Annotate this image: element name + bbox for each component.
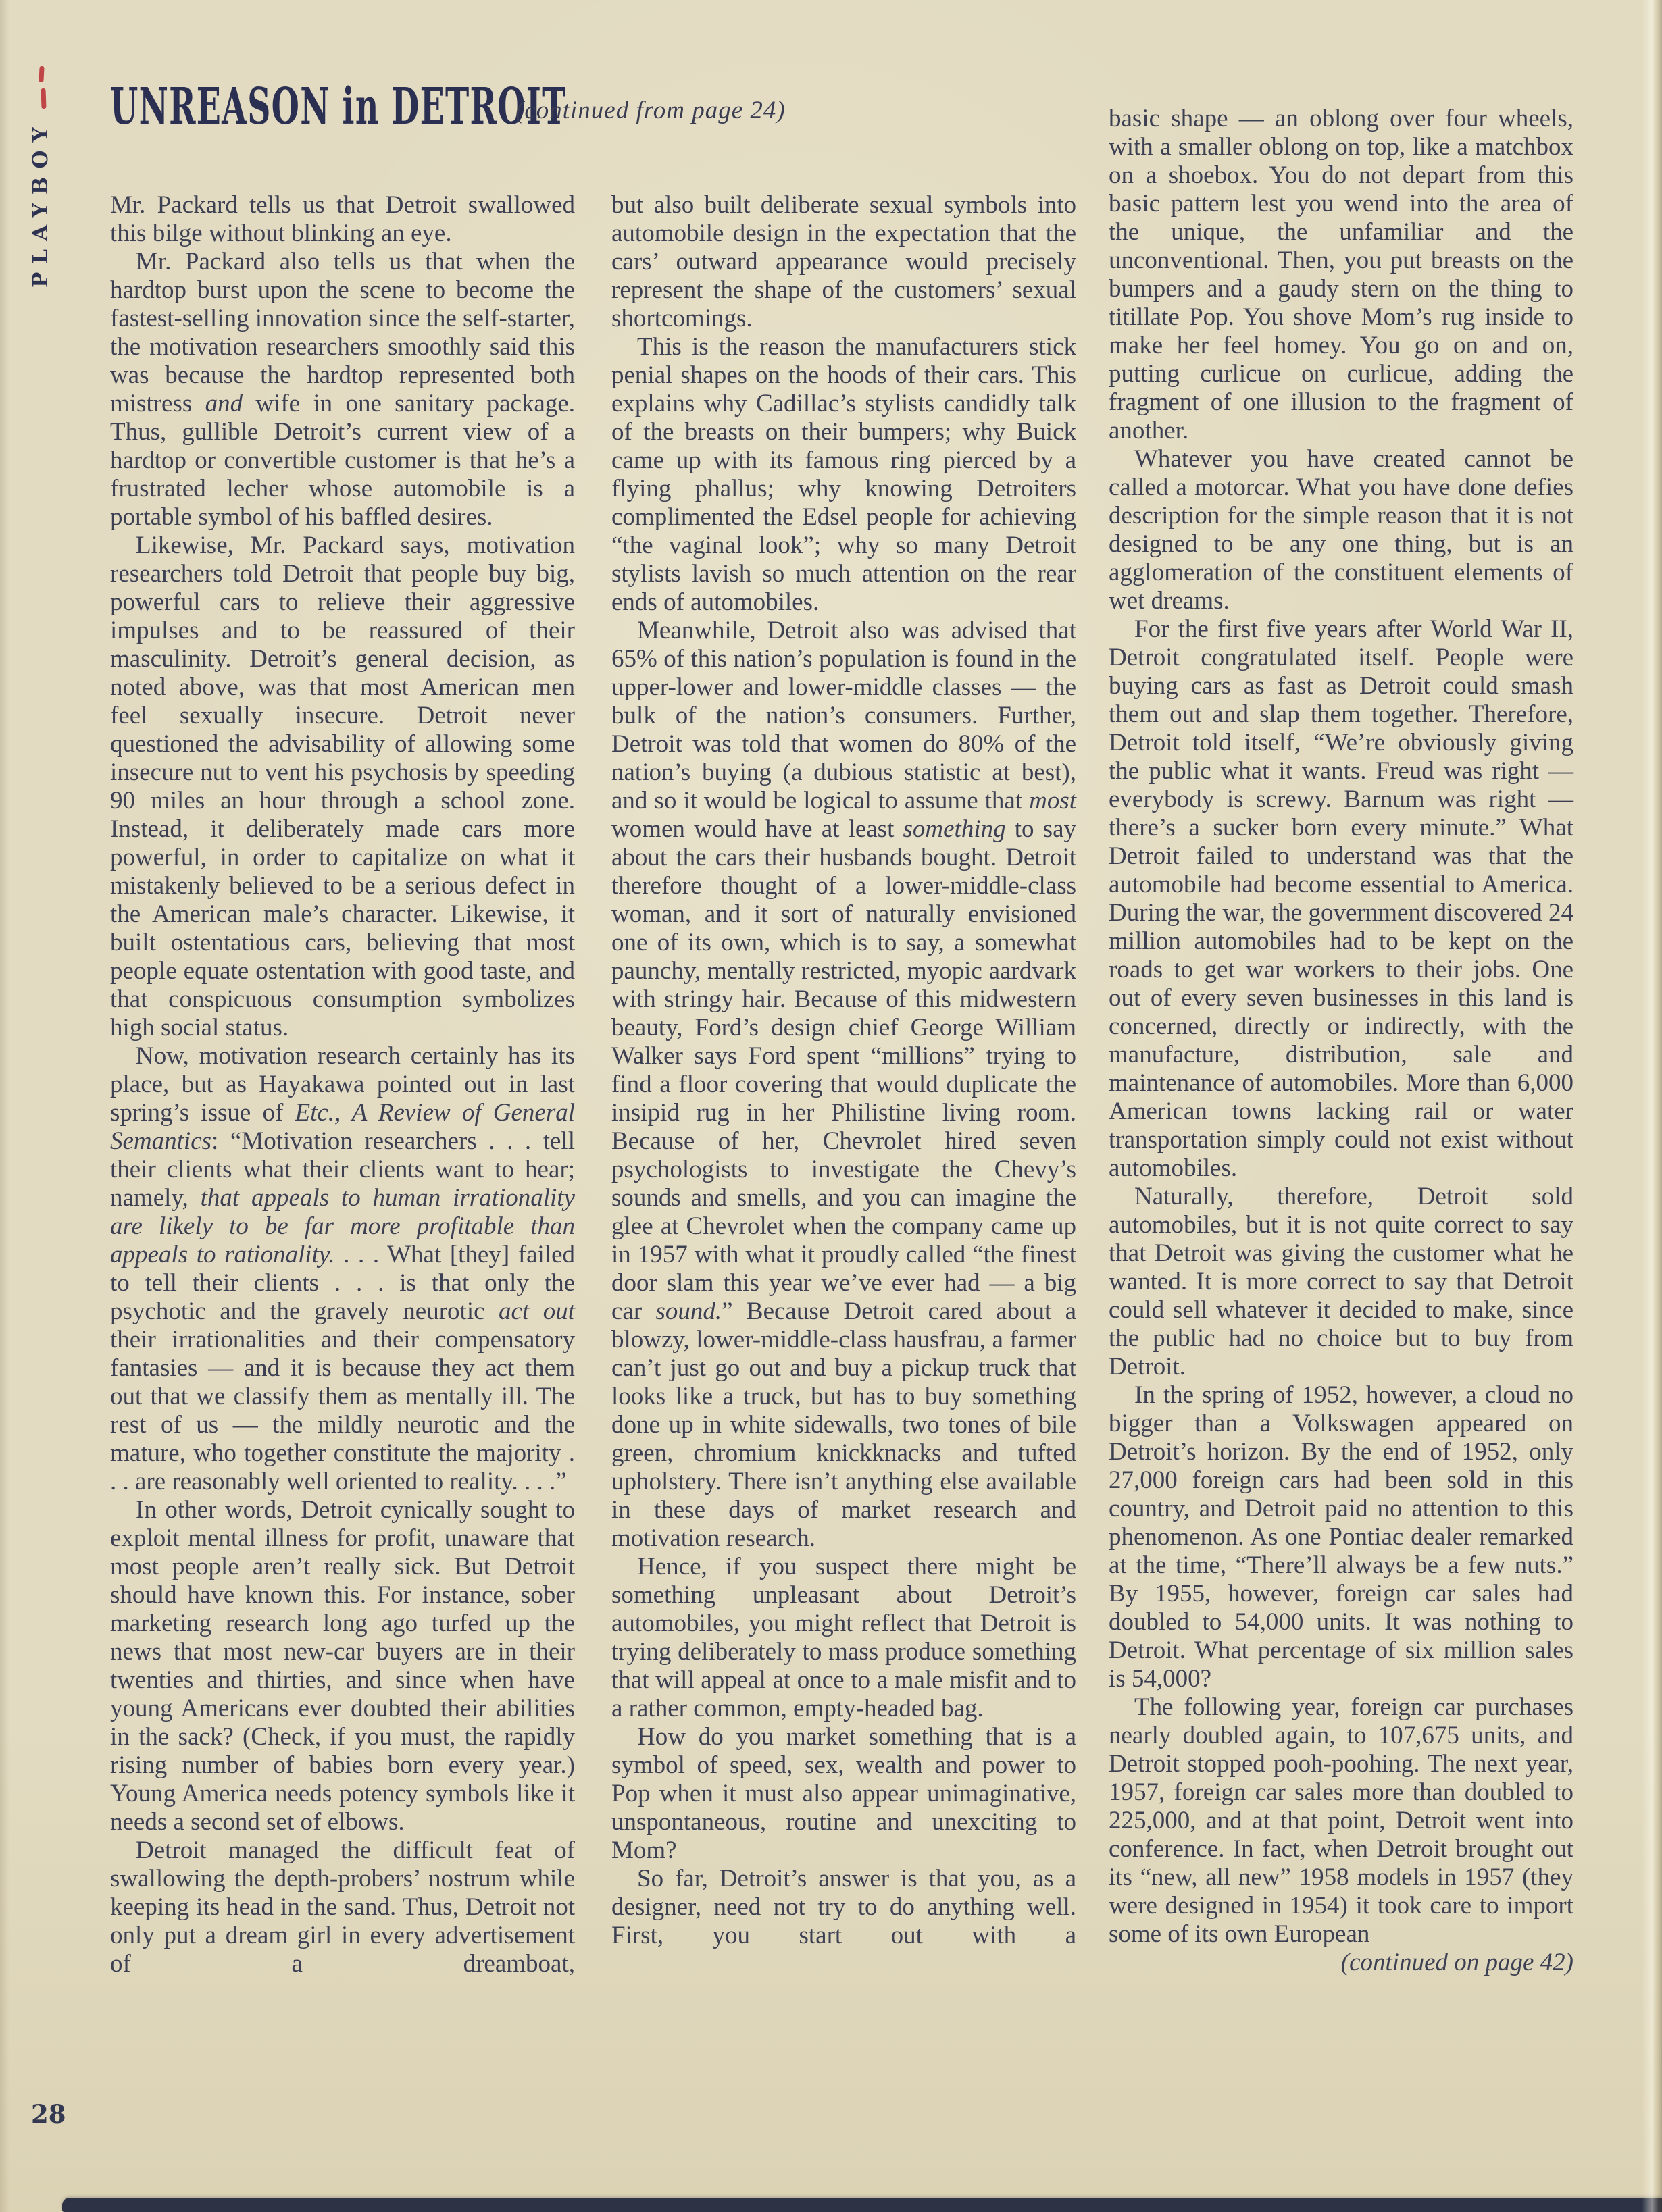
paragraph <box>611 191 1076 333</box>
continued-from-note: (continued from page 24) <box>515 97 786 124</box>
paragraph <box>611 1723 1076 1865</box>
paragraph <box>1109 1693 1573 1949</box>
paragraph <box>110 1496 575 1836</box>
body-text: In the spring of 1952, however, a cloud no bigger than a Volkswagen appeared on Detroit’s horizon. By the end of 1952, only 27,000 foreign cars had been sold in this country, and Detroit paid no attention to this phenomenon. As one Pontiac dealer remarked at the time, “There’ll always be a few nuts.” By 1955, however, foreign car sales had doubled to 54,000 units. It was nothing to Detroit. What percentage of six million sales is 54,000? <box>1109 1381 1573 1693</box>
italic-text: most <box>1029 787 1076 815</box>
paragraph <box>611 1553 1076 1723</box>
article-header <box>110 78 1090 136</box>
paragraph <box>611 617 1076 1553</box>
body-text: The following year, foreign car purchases nearly doubled again, to 107,675 units, and Detroit stopped pooh-poohing. The next year, 1957, foreign car sales more than doubled to 225,000, and at that point, Detroit went into conference. In fact, when Detroit brought out its “new, all new” 1958 models in 1957 (they were designed in 1954) it took care to import some of its own European <box>1109 1693 1573 1948</box>
body-text: Detroit managed the difficult feat of swallowing the depth-probers’ nostrum while keeping its head in the sand. Thus, Detroit not only put a dream girl in every advertisement of a dreamboat, <box>110 1836 575 1978</box>
italic-text: Etc., A Review of General Semantics <box>110 1099 576 1155</box>
body-text: Mr. Packard tells us that Detroit swallowed this bilge without blinking an eye. <box>110 191 575 247</box>
italic-text: something <box>903 815 1006 843</box>
body-text: Likewise, Mr. Packard says, motivation researchers told Detroit that people buy big, powerful cars to relieve their aggressive impulses and to be reassured of their masculinity. Detroit’s general decision, as noted above, was that most American men feel sexually insecure. Detroit never questioned the advisability of allowing some insecure nut to vent his psychosis by speeding 90 miles an hour through a school zone. Instead, it deliberately made cars more powerful, in order to capitalize on what it mistakenly believed to be a serious defect in the American male’s character. Likewise, it built ostentatious cars, believing that most people equate ostentation with good taste, and that conspicuous consumption symbolizes high social status. <box>110 532 575 1041</box>
body-text: In other words, Detroit cynically sought to exploit mental illness for profit, unaware that most people aren’t really sick. But Detroit should have known this. For instance, sober marketing research long ago turfed up the news that most new-car buyers are in their twenties and thirties, and since when have young Americans ever doubted their abilities in the sack? (Check, if you must, the rapidly rising number of babies born every year.) Young America needs potency symbols like it needs a second set of elbows. <box>110 1496 575 1836</box>
paragraph <box>1109 1949 1573 1977</box>
body-text: wife in one sanitary package. Thus, gullible Detroit’s current view of a hardtop or convertible customer is that he’s a frustrated lecher whose automobile is a portable symbol of his baffled desires. <box>110 390 576 531</box>
paragraph <box>1109 1183 1573 1381</box>
text-column-2 <box>611 191 1076 1950</box>
body-text: Meanwhile, Detroit also was advised that 65% of this nation’s population is found in the upper-lower and lower-middle classes — the bulk of the nation’s consumers. Further, Detroit was told that women do 80% of the nation’s buying (a dubious statistic at best), and so it would be logical to assume that <box>611 617 1076 815</box>
body-text: Whatever you have created cannot be called a motorcar. What you have done defies description for the simple reason that it is not designed to be any one thing, but is an agglomeration of the constituent elements of wet dreams. <box>1109 445 1573 615</box>
body-text: but also built deliberate sexual symbols into automobile design in the expectation that the cars’ outward appearance would precisely represent the shape of the customers’ sexual shortcomings. <box>611 191 1076 332</box>
paragraph <box>110 191 575 248</box>
paragraph <box>110 248 575 532</box>
body-text: Hence, if you suspect there might be something unpleasant about Detroit’s automobiles, you might reflect that Detroit is trying deliberately to mass produce something that will appeal at once to a male misfit and to a rather common, empty-headed bag. <box>611 1553 1076 1722</box>
paragraph <box>1109 615 1573 1183</box>
red-ink-mark <box>39 66 44 82</box>
magazine-spine-label: PLAYBOY <box>28 119 53 288</box>
page-number: 28 <box>31 2099 66 2129</box>
paragraph <box>611 333 1076 617</box>
italic-text: that appeals to human irrationality are likely to be far more profitable than appeals to rationality. <box>110 1184 575 1268</box>
italic-text: sound. <box>655 1297 722 1325</box>
body-text: This is the reason the manufacturers stick penial shapes on the hoods of their cars. This explains why Cadillac’s stylists candidly talk of the breasts on their bumpers; why Buick came up with its famous ring pierced by a flying phallus; why knowing Detroiters complimented the Edsel people for achieving “the vaginal look”; why so many Detroit stylists lavish so much attention on the rear ends of automobiles. <box>611 333 1076 616</box>
body-text: to say about the cars their husbands bought. Detroit therefore thought of a lower-middle-class woman, and it sort of naturally envisioned one of its own, which is to say, a somewhat paunchy, mentally restricted, myopic aardvark with stringy hair. Because of this midwestern beauty, Ford’s design chief George William Walker says Ford spent “millions” trying to find a floor covering that would duplicate the insipid rug in her Philistine living room. Because of her, Chevrolet hired seven psychologists to investigate the Chevy’s sounds and smells, and you can imagine the glee at Chevrolet when the company came up in 1957 with what it proudly called “the finest door slam this year we’ve ever had — a big car <box>611 815 1076 1325</box>
body-text: . . . What [they] failed to tell their clients . . . is that only the psychotic and the gravely neurotic <box>110 1241 576 1325</box>
italic-text: and <box>205 390 243 417</box>
body-text: For the first five years after World War II, Detroit congratulated itself. People were buying cars as fast as Detroit could smash them out and slap them together. Therefore, Detroit told itself, “We’re obviously giving the public what it wants. Freud was right — everybody is screwy. Barnum was right — there’s a sucker born every minute.” What Detroit failed to understand was that the automobile had become essential to America. During the war, the government discovered 24 million automobiles had to be kept on the roads to get war workers to their jobs. One out of every seven businesses in this land is concerned, directly or indirectly, with the manufacture, distribution, sale and maintenance of automobiles. More than 6,000 American towns lacking rail or water transportation simply could not exist without automobiles. <box>1109 615 1573 1182</box>
body-text: : “Motivation researchers . . . tell their clients what their clients want to hear; namely, <box>110 1127 575 1212</box>
body-text: Naturally, therefore, Detroit sold automobiles, but it is not quite correct to say that Detroit was giving the customer what he wanted. It is more correct to say that Detroit could sell whatever it decided to make, since the public had no choice but to buy from Detroit. <box>1109 1183 1573 1381</box>
paragraph <box>1109 445 1573 615</box>
paragraph <box>110 532 575 1042</box>
body-text: So far, Detroit’s answer is that you, as a designer, need not try to do anything well. First, you start out with a <box>611 1865 1076 1949</box>
scan-edge-bar <box>62 2198 1662 2212</box>
body-text: How do you market something that is a symbol of speed, sex, wealth and power to Pop when it must also appear unimaginative, unspontaneous, routine and unexciting to Mom? <box>611 1723 1076 1864</box>
red-ink-mark <box>41 88 46 109</box>
italic-text: (continued on page 42) <box>1340 1949 1573 1976</box>
body-text: ” Because Detroit cared about a blowzy, lower-middle-class hausfrau, a farmer can’t just go out and buy a pickup truck that looks like a truck, but has to buy something done up in white sidewalls, two tones of bile green, chromium knickknacks and tufted upholstery. There isn’t anything else available in these days of market research and motivation research. <box>611 1297 1076 1552</box>
page-curl-shadow <box>1642 0 1662 2212</box>
article-title: UNREASON in DETROIT <box>110 78 567 136</box>
body-text: women would have at least <box>611 815 903 843</box>
body-text: Mr. Packard also tells us that when the hardtop burst upon the scene to become the fastest-selling innovation since the self-starter, the motivation researchers smoothly said this was because the hardtop represented both mistress <box>110 248 575 417</box>
paragraph <box>611 1865 1076 1950</box>
paragraph <box>1109 1381 1573 1693</box>
body-text: their irrationalities and their compensatory fantasies — and it is because they act them out that we classify them as mentally ill. The rest of us — the mildly neurotic and the mature, who together constitute the majority . . . are reasonably well oriented to reality. . . .” <box>110 1326 575 1495</box>
paragraph <box>1109 105 1573 445</box>
body-text: Now, motivation research certainly has its place, but as Hayakawa pointed out in last spring’s issue of <box>110 1042 575 1127</box>
italic-text: act out <box>499 1297 575 1325</box>
text-column-1 <box>110 191 575 1978</box>
body-text: basic shape — an oblong over four wheels, with a smaller oblong on top, like a matchbox on a shoebox. You do not depart from this basic pattern lest you wend into the area of the unique, the unfamiliar and the unconventional. Then, you put breasts on the bumpers and a gaudy stern on the thing to titillate Pop. You shove Mom’s rug inside to make her feel homey. You go on and on, putting curlicue on curlicue, adding the fragment of one illusion to the fragment of another. <box>1109 105 1573 444</box>
paragraph <box>110 1042 575 1496</box>
text-column-3 <box>1109 105 1573 1977</box>
paragraph <box>110 1836 575 1978</box>
